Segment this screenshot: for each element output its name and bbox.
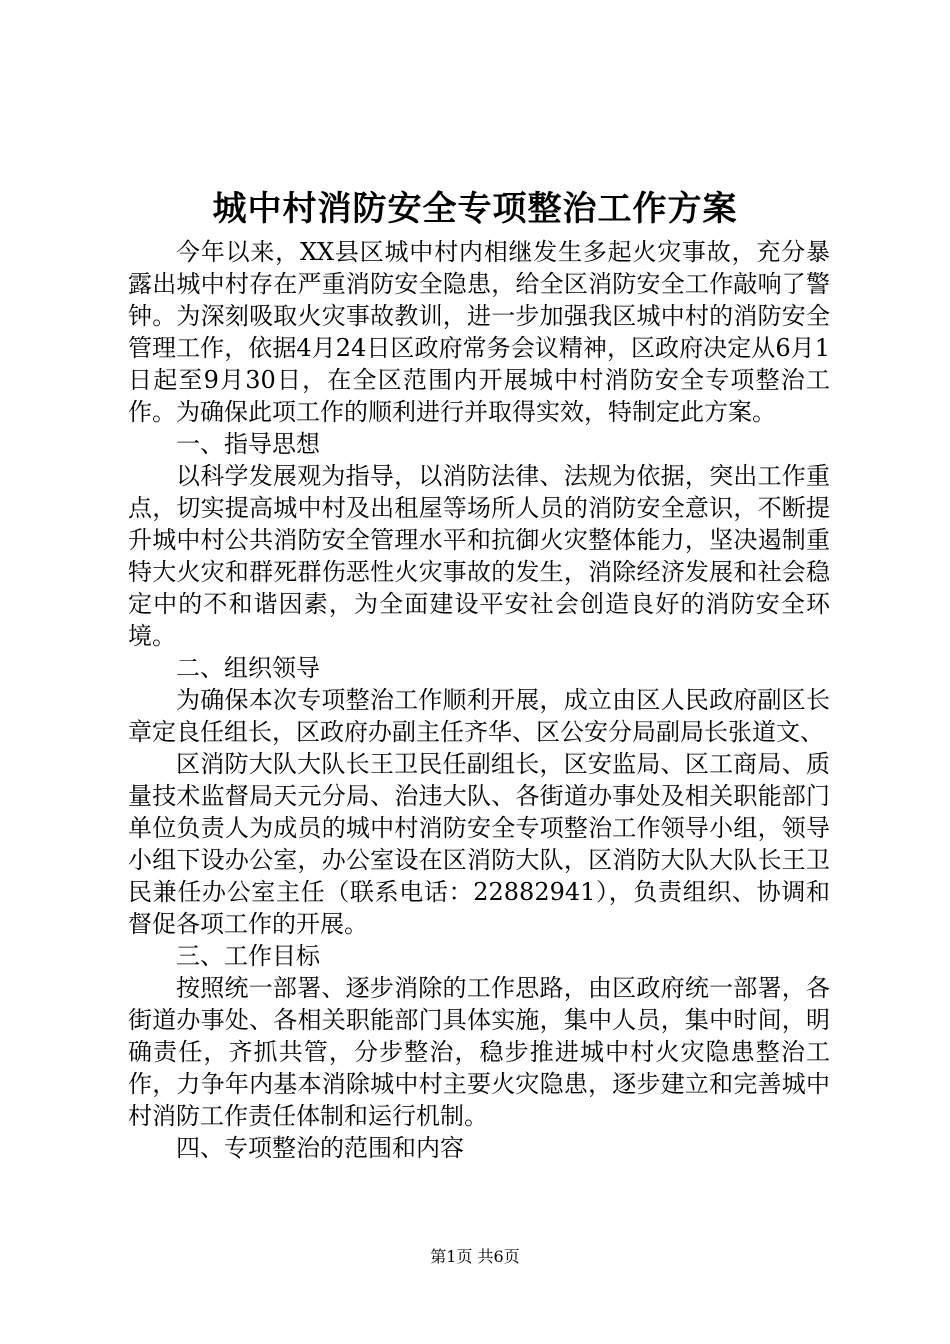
document-body: [128, 236, 830, 1164]
paragraph-intro: 今年以来，XX县区城中村内相继发生多起火灾事故，充分暴露出城中村存在严重消防安全隐患，给全区消防安全工作敲响了警钟。为深刻吸取火灾事故教训，进一步加强我区城中村的消防安全管理工作，依据4月24日区政府常务会议精神，区政府决定从6月1日起至9月30日，在全区范围内开展城中村消防安全专项整治工作。为确保此项工作的顺利进行并取得实效，特制定此方案。: [128, 238, 830, 426]
paragraph-work-goals: 按照统一部署、逐步消除的工作思路，由区政府统一部署，各街道办事处、各相关职能部门具体实施，集中人员，集中时间，明确责任，齐抓共管，分步整治，稳步推进城中村火灾隐患整治工作，力争年内基本消除城中村主要火灾隐患，逐步建立和完善城中村消防工作责任体制和运行机制。: [128, 974, 830, 1130]
heading-scope-content: 四、专项整治的范围和内容: [176, 1134, 464, 1162]
page-number-footer: 第1页 共6页: [430, 1247, 520, 1266]
document-title: 城中村消防安全专项整治工作方案: [212, 189, 738, 229]
heading-work-goals: 三、工作目标: [176, 942, 320, 970]
paragraph-organization-1: 为确保本次专项整治工作顺利开展，成立由区人民政府副区长章定良任组长，区政府办副主任齐华、区公安分局副局长张道文、: [128, 686, 830, 746]
paragraph-guiding-ideology: 以科学发展观为指导，以消防法律、法规为依据，突出工作重点，切实提高城中村及出租屋等场所人员的消防安全意识，不断提升城中村公共消防安全管理水平和抗御火灾整体能力，坚决遏制重特大火灾和群死群伤恶性火灾事故的发生，消除经济发展和社会稳定中的不和谐因素，为全面建设平安社会创造良好的消防安全环境。: [128, 462, 830, 650]
heading-organization: 二、组织领导: [176, 654, 320, 682]
heading-guiding-ideology: 一、指导思想: [176, 430, 320, 458]
paragraph-organization-2: 区消防大队大队长王卫民任副组长，区安监局、区工商局、质量技术监督局天元分局、治违大队、各街道办事处及相关职能部门单位负责人为成员的城中村消防安全专项整治工作领导小组，领导小组下设办公室，办公室设在区消防大队，区消防大队大队长王卫民兼任办公室主任（联系电话：22882941），负责组织、协调和督促各项工作的开展。: [128, 750, 830, 938]
